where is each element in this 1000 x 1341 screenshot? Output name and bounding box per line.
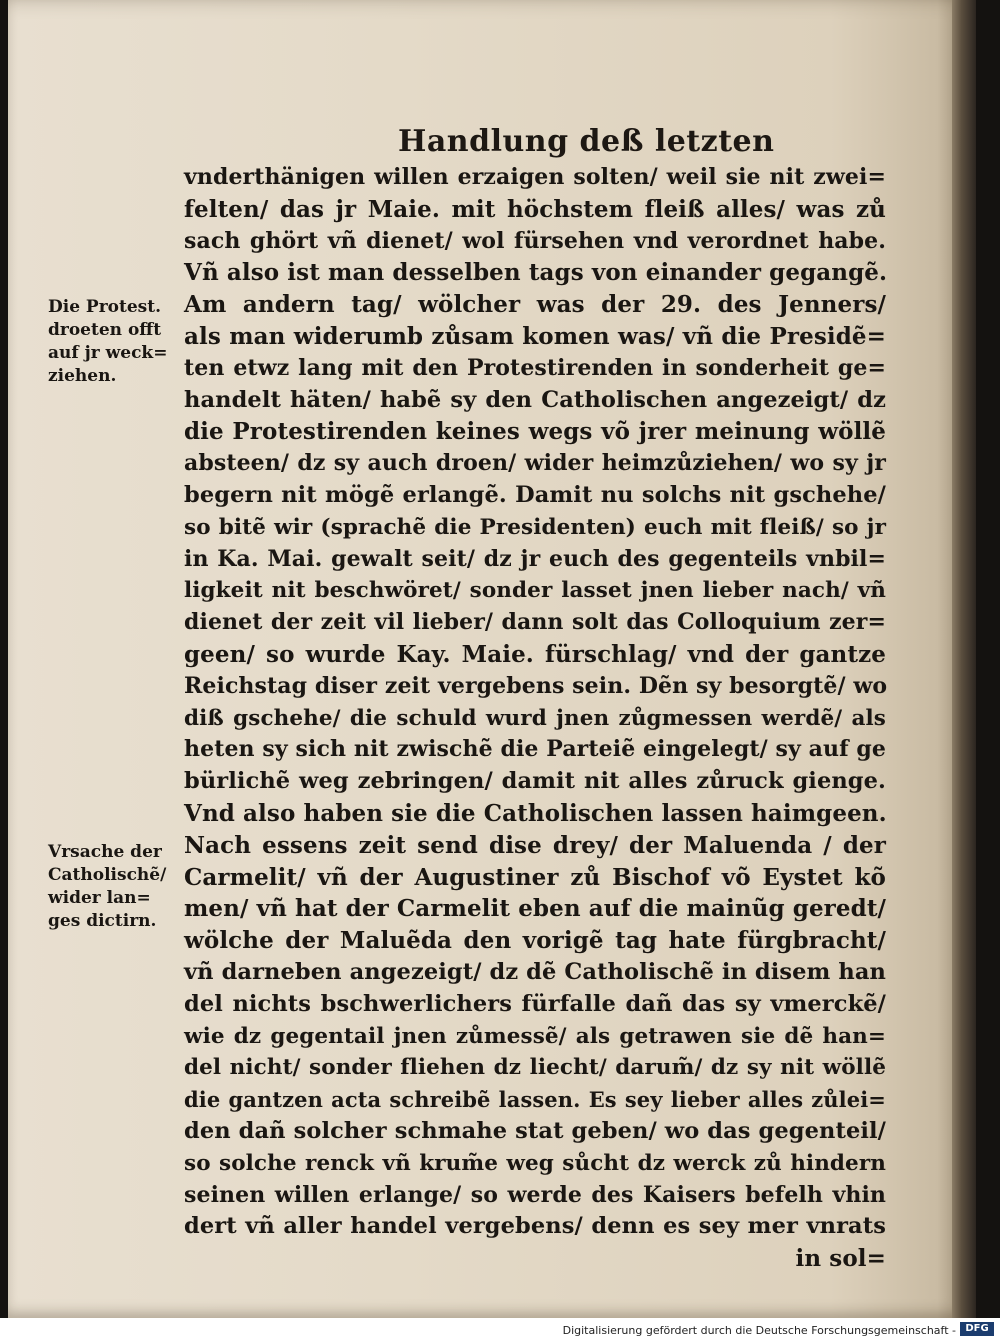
margin-note-line: Catholischẽ/ — [48, 865, 167, 885]
text-line: Nach essens zeit send dise drey/ der Maluenda / der — [184, 831, 886, 859]
text-line: in Ka. Mai. gewalt seit/ dz jr euch des gegenteils vnbil= — [184, 545, 886, 572]
text-line: als man widerumb zůsam komen was/ vñ die Presidẽ= — [184, 322, 886, 350]
margin-note-line: auf jr weck= — [48, 343, 168, 363]
text-line: wölche der Maluẽda den vorigẽ tag hate fürgbracht/ — [184, 927, 886, 955]
dfg-logo: DFG — [960, 1322, 994, 1336]
text-line: bürlichẽ weg zebringen/ damit nit alles zůruck gienge. — [184, 768, 886, 795]
text-line: handelt häten/ habẽ sy den Catholischen angezeigt/ dz — [184, 386, 886, 413]
text-line: Am andern tag/ wölcher was der 29. des Jenners/ — [184, 291, 886, 319]
main-text-block — [184, 162, 886, 1275]
text-line: heten sy sich nit zwischẽ die Parteiẽ eingelegt/ sy auf ge — [184, 736, 886, 763]
margin-note-line: wider lan= — [48, 888, 151, 908]
text-line: so solche renck vñ krum̃e weg sůcht dz werck zů hindern — [184, 1150, 886, 1176]
footer-credit: Digitalisierung gefördert durch die Deutsche Forschungsgemeinschaft - — [562, 1324, 956, 1337]
text-line: absteen/ dz sy auch droen/ wider heimzůziehen/ wo sy jr — [184, 450, 886, 477]
text-line: dienet der zeit vil lieber/ dann solt das Colloquium zer= — [184, 609, 886, 636]
text-line: ten etwz lang mit den Protestirenden in sonderheit ge= — [184, 354, 886, 381]
text-line: die Protestirenden keines wegs võ jrer meinung wöllẽ — [184, 418, 886, 446]
text-line: del nicht/ sonder fliehen dz liecht/ darum̃/ dz sy nit wöllẽ — [184, 1055, 886, 1081]
book-spine-shadow — [952, 0, 976, 1318]
text-line: so bitẽ wir (sprachẽ die Presidenten) euch mit fleiß/ so jr — [184, 514, 886, 540]
running-head: Handlung deß letzten — [398, 124, 775, 159]
text-line: felten/ das jr Maie. mit höchstem fleiß alles/ was zů — [184, 195, 886, 223]
margin-note-protestants — [48, 296, 182, 388]
text-line: vnderthänigen willen erzaigen solten/ weil sie nit zwei= — [184, 164, 886, 190]
text-line: geen/ so wurde Kay. Maie. fürschlag/ vnd der gantze — [184, 640, 886, 668]
text-line: wie dz gegentail jnen zůmessẽ/ als getrawen sie dẽ han= — [184, 1023, 886, 1049]
text-line: sach ghört vñ dienet/ wol fürsehen vnd verordnet habe. — [184, 227, 886, 254]
text-line: ligkeit nit beschwöret/ sonder lasset jnen lieber nach/ vñ — [184, 578, 886, 604]
text-line: diß gschehe/ die schuld wurd jnen zůgmessen werdẽ/ als — [184, 705, 886, 731]
margin-note-line: droeten offt — [48, 320, 162, 340]
margin-note-catholics — [48, 841, 182, 933]
text-line: die gantzen acta schreibẽ lassen. Es sey lieber alles zůlei= — [184, 1087, 886, 1113]
margin-note-line: ges dictirn. — [48, 911, 157, 931]
text-line: Carmelit/ vñ der Augustiner zů Bischof võ Eystet kõ — [184, 863, 886, 891]
text-line: men/ vñ hat der Carmelit eben auf die mainũg geredt/ — [184, 895, 887, 923]
text-line: del nichts bschwerlichers fürfalle dañ das sy vmerckẽ/ — [184, 990, 886, 1017]
text-line: begern nit mögẽ erlangẽ. Damit nu solchs nit gschehe/ — [184, 481, 886, 508]
margin-note-line: ziehen. — [48, 366, 117, 386]
text-line: Reichstag diser zeit vergebens sein. Dẽn sy besorgtẽ/ wo — [184, 672, 888, 699]
text-line: vñ darneben angezeigt/ dz dẽ Catholischẽ in disem han — [184, 958, 886, 985]
margin-note-line: Die Protest. — [48, 297, 162, 317]
text-line: dert vñ aller handel vergebens/ denn es sey mer vnrats — [184, 1213, 886, 1240]
margin-note-line: Vrsache der — [48, 842, 162, 862]
text-line: in sol= — [795, 1245, 886, 1273]
text-line: den dañ solcher schmahe stat geben/ wo das gegenteil/ — [184, 1117, 886, 1144]
text-line: seinen willen erlange/ so werde des Kaisers befelh vhin — [184, 1181, 886, 1208]
text-line: Vñ also ist man desselben tags von einander gegangẽ. — [184, 259, 888, 287]
text-line: Vnd also haben sie die Catholischen lassen haimgeen. — [184, 799, 887, 827]
